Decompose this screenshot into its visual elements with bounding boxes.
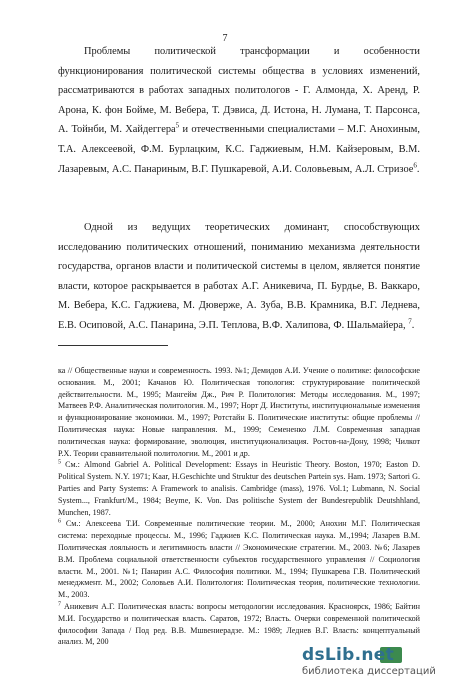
- footnote-7: [58, 601, 420, 648]
- footnotes: [58, 365, 420, 648]
- watermark: [302, 645, 448, 679]
- paragraph-text: Одной из ведущих теоретических доминант, способствующих исследованию политических отношений, пониманию механизма деятельности государства, органов власти и политической системы в целом, является понятие власти, которое раскрывается в работах А.Г. Аникевича, П. Бурдье, В. Ваккаро, М. Вебера, К.С. Гаджиева, М. Дюверже, А. Зуба, В.В. Крамника, В.Г. Леднева, Е.В. Осиповой, А.С. Панарина, Э.П. Теплова, В.Ф. Халипова, Ф. Шальмайера,: [58, 222, 420, 331]
- watermark-subtitle: библиотека диссертаций: [302, 666, 436, 677]
- footnote-ref-6: 6: [413, 161, 417, 170]
- watermark-logo: dsLib.net: [302, 645, 395, 665]
- paragraph-1: [58, 42, 420, 179]
- footnote-text: См.: Almond Gabriel A. Political Development: Essays in Heuristic Theory. Boston, 1970; Easton D. Political System. N.Y. 1971; Kaar, H.Geschichte und Struktur des deutschen Partein sys. Ham. 1973; Sartori G. Parties and Party Systems: A Framework to analisis. Cambridge (mass), 1976. Vol.1; Lubmann, N. Social System..., Frankfurt/M., 1984; Beyme, K. Von. Das politische System der Bundesrepublik Deutshhland, Munchen, 1987.: [58, 460, 420, 517]
- paragraph-text: .: [416, 163, 420, 175]
- footnote-text: ка // Общественные науки и современность. 1993. №1; Демидов А.И. Учение о политике: философские основания. М., 2001; Качанов Ю. Политическая топология: структурирование политической действительности. М., 1995; Мангейм Дж., Рич Р. Политология: Методы исследования. М., 1997; Матвеев Р.Ф. Аналитическая политология. М., 1997; Норт Д. Институты, институциональные изменения и функционирование экономики. М., 1997; Ротстайн Б. Политические институты: общие проблемы // Политическая наука: Новые направления. М., 1999; Семененко Л.М. Современная западная политическая наука: формирование, эволюция, институционализация. Ростов-на-Дону, 1998; Чилкот Р.Х. Теории сравнительной политологии. М., 2001 и др.: [58, 366, 420, 458]
- footnote-text: Аникевич А.Г. Политическая власть: вопросы методологии исследования. Красноярск, 1986; Байтин М.И. Государство и политическая власть. Саратов, 1972; Власть. Очерки современной политической философии Запада / Под ред. В.В. Мшвениерадзе. М.: 1989; Леднев В.Г. Власть: концептуальный анализ. М, 200: [58, 601, 420, 647]
- footnote-marker: 5: [58, 459, 61, 466]
- footnote-ref-5: 5: [175, 121, 180, 130]
- footnote-text: См.: Алексеева Т.И. Современные политические теории. М., 2000; Анохин М.Г. Политическая система: переходные процессы. М., 1996; Гаджиев К.С. Политическая наука. М.,1994; Лазарев В.М. Политическая лояльность и легитимность власти // Экономические стратегии. М., 2003. №6; Лазарев В.М. Проблема социальной ответственности субъектов государственного управления // Социология власти. М., 2001. №1; Панарин А.С. Философия политики. М., 1994; Пушкарева Г.В. Политический менеджмент. М., 2002; Соловьев А.И. Политология: Политическая теория, политические технологии. М., 2003.: [58, 519, 420, 600]
- paragraph-text: и отечественными специалистами – М.Г. Анохиным, Т.А. Алексеевой, Ф.М. Бурлацким, К.С. Гаджиевым, Н.М. Кайзеровым, В.М. Лазаревым, А.С. Панариным, В.Г. Пушкаревой, А.И. Соловьевым, А.Л. Стризое: [58, 124, 420, 175]
- paragraph-2: [58, 218, 420, 336]
- footnote-marker: 7: [58, 601, 61, 608]
- footnote-6: [58, 518, 420, 601]
- footnote-continued: [58, 365, 420, 459]
- paragraph-text: .: [411, 319, 415, 331]
- footnote-5: [58, 459, 420, 518]
- footnote-ref-7: 7: [408, 317, 412, 326]
- footnote-divider: [58, 345, 168, 346]
- footnote-marker: 6: [58, 518, 61, 525]
- page-number: 7: [222, 33, 228, 44]
- paragraph-text: Проблемы политической трансформации и особенности функционирования политической системы общества в условиях изменений, рассматриваются в работах западных политологов - Г. Алмонда, Х. Аренд, Р. Арона, К. фон Бойме, М. Вебера, Т. Дэвиса, Д. Истона, Н. Лумана, Т. Парсонса, А. Тойнби, М. Хайдеггера: [58, 46, 420, 136]
